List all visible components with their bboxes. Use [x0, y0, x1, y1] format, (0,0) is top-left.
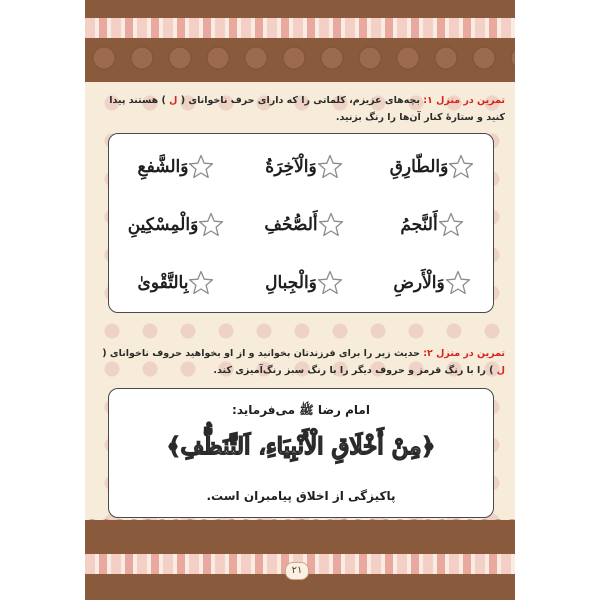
hadith-speaker: امام رضا ﷺ می‌فرماید:	[232, 403, 370, 417]
arabic-word: وَالطّارِقِ	[389, 157, 449, 177]
arabic-word: وَالْمِسْكِينِ	[127, 215, 199, 235]
word-item	[237, 138, 365, 196]
star-outline-icon[interactable]	[448, 154, 474, 180]
word-item	[365, 254, 493, 312]
words-box	[108, 133, 494, 313]
star-outline-icon[interactable]	[445, 270, 471, 296]
arabic-word: بِالتَّقْوىٰ	[137, 273, 189, 293]
word-item	[237, 254, 365, 312]
star-outline-icon[interactable]	[188, 154, 214, 180]
exercise-2-label: تمرین در منزل ۲:	[423, 348, 505, 359]
letter-highlight: ل	[169, 95, 178, 106]
word-item	[237, 196, 365, 254]
exercise-1-instruction: تمرین در منزل ۱: بچه‌های عزیزم، کلماتی را که دارای حرف ناخوانای ( ل ) هستند پیدا کنید و ستارهٔ کنار آن‌ها را رنگ بزنید.	[109, 95, 505, 123]
workbook-page	[85, 0, 515, 600]
arabic-word: وَالْآخِرَةُ	[265, 157, 317, 177]
arabic-word: أَلنَّجمُ	[400, 215, 438, 235]
bottom-decorative-band	[85, 520, 515, 600]
word-item	[109, 196, 237, 254]
star-outline-icon[interactable]	[317, 154, 343, 180]
arabic-word: وَالشَّفعِ	[137, 157, 189, 177]
star-outline-icon[interactable]	[188, 270, 214, 296]
star-outline-icon[interactable]	[198, 212, 224, 238]
word-item	[109, 138, 237, 196]
star-outline-icon[interactable]	[318, 212, 344, 238]
star-outline-icon[interactable]	[317, 270, 343, 296]
exercise-1-label: تمرین در منزل ۱:	[423, 95, 505, 106]
word-item	[365, 196, 493, 254]
page-number: ۲۱	[285, 562, 309, 580]
word-grid	[109, 134, 493, 312]
word-item	[109, 254, 237, 312]
star-outline-icon[interactable]	[438, 212, 464, 238]
arabic-word: وَالْجِبالِ	[265, 273, 317, 293]
arabic-word: وَالْأَرضِ	[393, 273, 445, 293]
top-decorative-band	[85, 0, 515, 82]
hadith-arabic-outline[interactable]: ﴿مِنْ أَخْلَاقِ الْأَنْبِيَاءِ، اَلتَّنَظُّفِ﴾	[167, 433, 435, 460]
letter-highlight: ل	[496, 365, 505, 376]
exercise-2-instruction: تمرین در منزل ۲: حدیث زیر را برای فرزندتان بخوانید و از او بخواهید حروف ناخوانای ( ل ) را با رنگ قرمز و حروف دیگر را با رنگ سبز رنگ‌آمیزی کند.	[102, 348, 505, 376]
hadith-translation: پاکیزگی از اخلاق پیامبران است.	[206, 489, 396, 503]
hadith-box	[108, 388, 494, 518]
arabic-word: أَلصُّحُفِ	[264, 215, 318, 235]
word-item	[365, 138, 493, 196]
